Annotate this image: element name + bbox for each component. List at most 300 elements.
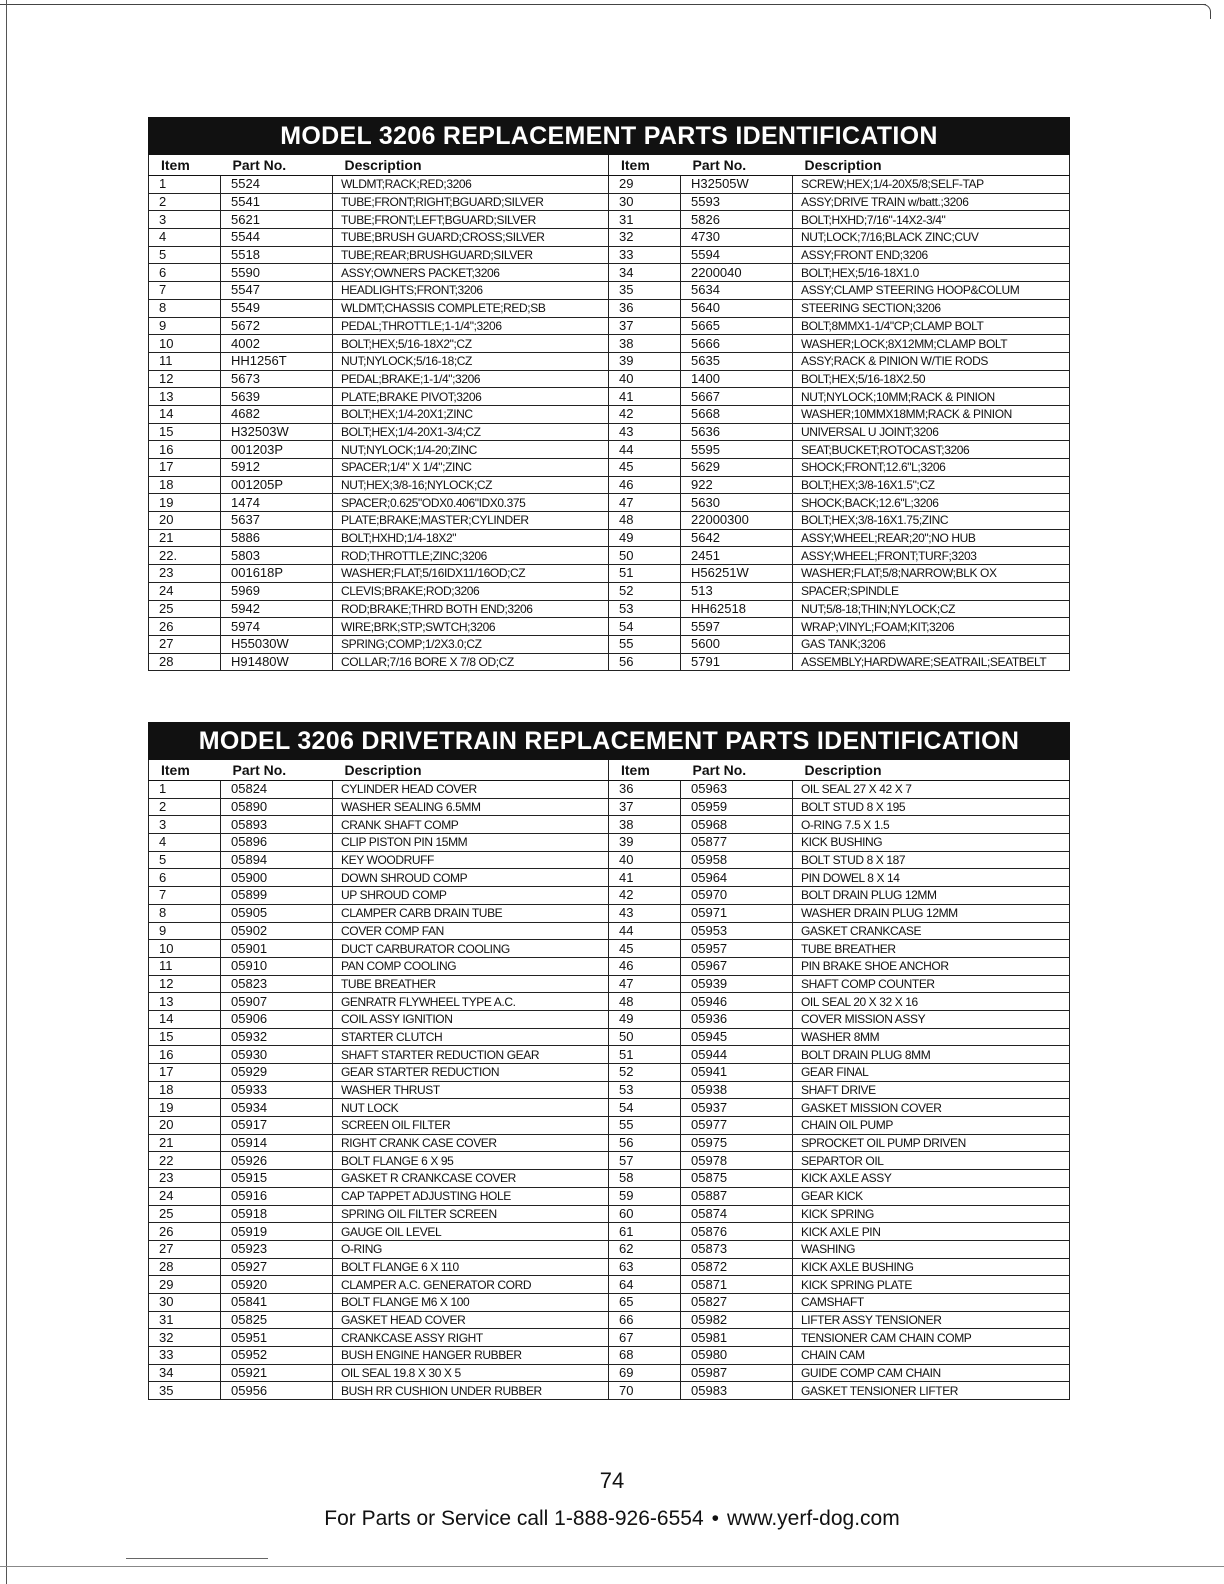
table-row (149, 904, 1070, 922)
item-number-cell: 27 (149, 635, 221, 653)
item-number-cell: 18 (149, 476, 221, 494)
description-cell: KICK AXLE BUSHING (793, 1258, 1070, 1276)
description-cell: O-RING (333, 1240, 609, 1258)
description-cell: SHOCK;BACK;12.6"L;3206 (793, 494, 1070, 512)
item-number-cell: 2 (149, 193, 221, 211)
part-number-cell: 05827 (681, 1293, 793, 1311)
item-number-cell: 48 (609, 512, 681, 530)
part-number-cell: 001618P (221, 565, 333, 583)
description-cell: BOLT DRAIN PLUG 8MM (793, 1046, 1070, 1064)
part-number-cell: 5524 (221, 176, 333, 194)
item-number-cell: 52 (609, 1064, 681, 1082)
description-cell: BOLT DRAIN PLUG 12MM (793, 887, 1070, 905)
part-number-cell: 05896 (221, 834, 333, 852)
part-number-cell: 05905 (221, 904, 333, 922)
item-number-cell: 40 (609, 851, 681, 869)
description-cell: NUT;NYLOCK;10MM;RACK & PINION (793, 388, 1070, 406)
table-row (149, 193, 1070, 211)
part-number-cell: 05968 (681, 816, 793, 834)
description-cell: CLIP PISTON PIN 15MM (333, 834, 609, 852)
item-number-cell: 42 (609, 405, 681, 423)
part-number-cell: 5642 (681, 529, 793, 547)
item-number-cell: 4 (149, 834, 221, 852)
description-cell: SPACER;0.625"ODX0.406"IDX0.375 (333, 494, 609, 512)
table-row (149, 441, 1070, 459)
description-cell: BOLT STUD 8 X 187 (793, 851, 1070, 869)
part-number-cell: 05918 (221, 1205, 333, 1223)
part-number-cell: 1474 (221, 494, 333, 512)
table-row (149, 940, 1070, 958)
part-number-cell: 05841 (221, 1293, 333, 1311)
column-header: Description (793, 155, 1070, 176)
part-number-cell: 05934 (221, 1099, 333, 1117)
part-number-cell: 05900 (221, 869, 333, 887)
part-number-cell: 5544 (221, 229, 333, 247)
table-row (149, 834, 1070, 852)
description-cell: KICK SPRING (793, 1205, 1070, 1223)
table-row (149, 922, 1070, 940)
description-cell: BOLT;HEX;5/16-18X2";CZ (333, 335, 609, 353)
description-cell: KEY WOODRUFF (333, 851, 609, 869)
table-row (149, 229, 1070, 247)
item-number-cell: 24 (149, 582, 221, 600)
item-number-cell: 50 (609, 547, 681, 565)
part-number-cell: 05951 (221, 1329, 333, 1347)
item-number-cell: 59 (609, 1187, 681, 1205)
description-cell: WLDMT;RACK;RED;3206 (333, 176, 609, 194)
part-number-cell: 4682 (221, 405, 333, 423)
description-cell: PLATE;BRAKE;MASTER;CYLINDER (333, 512, 609, 530)
part-number-cell: 05919 (221, 1223, 333, 1241)
description-cell: GASKET TENSIONER LIFTER (793, 1382, 1070, 1400)
description-cell: SPACER;1/4" X 1/4";ZINC (333, 459, 609, 477)
description-cell: CYLINDER HEAD COVER (333, 781, 609, 799)
part-number-cell: 5621 (221, 211, 333, 229)
part-number-cell: 05963 (681, 781, 793, 799)
part-number-cell: 05939 (681, 975, 793, 993)
part-number-cell: 5590 (221, 264, 333, 282)
description-cell: ASSY;FRONT END;3206 (793, 246, 1070, 264)
item-number-cell: 3 (149, 816, 221, 834)
item-number-cell: 56 (609, 653, 681, 671)
description-cell: KICK BUSHING (793, 834, 1070, 852)
column-header: Description (793, 760, 1070, 781)
description-cell: GASKET MISSION COVER (793, 1099, 1070, 1117)
description-cell: BOLT;HEX;3/8-16X1.5";CZ (793, 476, 1070, 494)
table-row (149, 1134, 1070, 1152)
table-row (149, 1010, 1070, 1028)
column-header: Item (149, 155, 221, 176)
description-cell: PLATE;BRAKE PIVOT;3206 (333, 388, 609, 406)
part-number-cell: 1400 (681, 370, 793, 388)
part-number-cell: 05926 (221, 1152, 333, 1170)
part-number-cell: 05872 (681, 1258, 793, 1276)
part-number-cell: 5595 (681, 441, 793, 459)
part-number-cell: 05894 (221, 851, 333, 869)
item-number-cell: 31 (149, 1311, 221, 1329)
part-number-cell: 05874 (681, 1205, 793, 1223)
part-number-cell: 05824 (221, 781, 333, 799)
part-number-cell: 05983 (681, 1382, 793, 1400)
item-number-cell: 65 (609, 1293, 681, 1311)
description-cell: TUBE;FRONT;LEFT;BGUARD;SILVER (333, 211, 609, 229)
description-cell: GENRATR FLYWHEEL TYPE A.C. (333, 993, 609, 1011)
description-cell: CAMSHAFT (793, 1293, 1070, 1311)
part-number-cell: 05980 (681, 1347, 793, 1365)
table-row (149, 851, 1070, 869)
description-cell: GAS TANK;3206 (793, 635, 1070, 653)
part-number-cell: 5637 (221, 512, 333, 530)
item-number-cell: 32 (149, 1329, 221, 1347)
item-number-cell: 25 (149, 600, 221, 618)
item-number-cell: 38 (609, 816, 681, 834)
description-cell: KICK AXLE PIN (793, 1223, 1070, 1241)
description-cell: WASHER;FLAT;5/16IDX11/16OD;CZ (333, 565, 609, 583)
description-cell: CLAMPER A.C. GENERATOR CORD (333, 1276, 609, 1294)
item-number-cell: 60 (609, 1205, 681, 1223)
item-number-cell: 54 (609, 1099, 681, 1117)
description-cell: SPACER;SPINDLE (793, 582, 1070, 600)
drivetrain-parts-section (148, 722, 1070, 1400)
replacement-parts-section (148, 117, 1070, 671)
item-number-cell: 3 (149, 211, 221, 229)
description-cell: ASSY;WHEEL;REAR;20";NO HUB (793, 529, 1070, 547)
part-number-cell: 5969 (221, 582, 333, 600)
table-row (149, 1152, 1070, 1170)
item-number-cell: 4 (149, 229, 221, 247)
item-number-cell: 58 (609, 1170, 681, 1188)
part-number-cell: 001205P (221, 476, 333, 494)
part-number-cell: 4002 (221, 335, 333, 353)
part-number-cell: 05978 (681, 1152, 793, 1170)
part-number-cell: 5640 (681, 299, 793, 317)
description-cell: PAN COMP COOLING (333, 957, 609, 975)
item-number-cell: 9 (149, 317, 221, 335)
item-number-cell: 44 (609, 441, 681, 459)
part-number-cell: 5791 (681, 653, 793, 671)
description-cell: GUIDE COMP CAM CHAIN (793, 1364, 1070, 1382)
description-cell: ASSY;DRIVE TRAIN w/batt.;3206 (793, 193, 1070, 211)
description-cell: SHAFT STARTER REDUCTION GEAR (333, 1046, 609, 1064)
table-row (149, 1187, 1070, 1205)
description-cell: PIN BRAKE SHOE ANCHOR (793, 957, 1070, 975)
item-number-cell: 42 (609, 887, 681, 905)
description-cell: OIL SEAL 20 X 32 X 16 (793, 993, 1070, 1011)
table-row (149, 299, 1070, 317)
item-number-cell: 47 (609, 975, 681, 993)
column-header: Description (333, 760, 609, 781)
item-number-cell: 24 (149, 1187, 221, 1205)
item-number-cell: 8 (149, 904, 221, 922)
description-cell: GASKET CRANKCASE (793, 922, 1070, 940)
part-number-cell: 05970 (681, 887, 793, 905)
part-number-cell: 05932 (221, 1028, 333, 1046)
description-cell: BOLT;HEX;1/4-20X1-3/4;CZ (333, 423, 609, 441)
part-number-cell: 05906 (221, 1010, 333, 1028)
part-number-cell: 5666 (681, 335, 793, 353)
page-number: 74 (599, 1468, 625, 1493)
part-number-cell: 05890 (221, 798, 333, 816)
description-cell: ASSY;OWNERS PACKET;3206 (333, 264, 609, 282)
part-number-cell: 05952 (221, 1347, 333, 1365)
part-number-cell: 5593 (681, 193, 793, 211)
item-number-cell: 67 (609, 1329, 681, 1347)
description-cell: SCREW;HEX;1/4-20X5/8;SELF-TAP (793, 176, 1070, 194)
part-number-cell: H91480W (221, 653, 333, 671)
description-cell: BOLT STUD 8 X 195 (793, 798, 1070, 816)
column-header: Part No. (681, 155, 793, 176)
description-cell: NUT;5/8-18;THIN;NYLOCK;CZ (793, 600, 1070, 618)
part-number-cell: 05953 (681, 922, 793, 940)
description-cell: STEERING SECTION;3206 (793, 299, 1070, 317)
part-number-cell: 5600 (681, 635, 793, 653)
part-number-cell: 5636 (681, 423, 793, 441)
item-number-cell: 19 (149, 1099, 221, 1117)
part-number-cell: 5673 (221, 370, 333, 388)
item-number-cell: 54 (609, 618, 681, 636)
footer-separator: • (711, 1507, 719, 1530)
table-row (149, 798, 1070, 816)
item-number-cell: 30 (149, 1293, 221, 1311)
part-number-cell: 05823 (221, 975, 333, 993)
item-number-cell: 12 (149, 975, 221, 993)
part-number-cell: 5597 (681, 618, 793, 636)
column-header: Item (609, 760, 681, 781)
table-row (149, 1028, 1070, 1046)
item-number-cell: 47 (609, 494, 681, 512)
part-number-cell: 05936 (681, 1010, 793, 1028)
description-cell: GASKET R CRANKCASE COVER (333, 1170, 609, 1188)
item-number-cell: 36 (609, 299, 681, 317)
description-cell: WASHING (793, 1240, 1070, 1258)
footer-contact-text: For Parts or Service call 1-888-926-6554 (324, 1507, 704, 1530)
item-number-cell: 21 (149, 1134, 221, 1152)
description-cell: SCREEN OIL FILTER (333, 1117, 609, 1135)
table-row (149, 1240, 1070, 1258)
table-row (149, 370, 1070, 388)
table-row (149, 1223, 1070, 1241)
item-number-cell: 56 (609, 1134, 681, 1152)
description-cell: KICK AXLE ASSY (793, 1170, 1070, 1188)
table-row (149, 317, 1070, 335)
table-row (149, 1081, 1070, 1099)
table-row (149, 476, 1070, 494)
table-row (149, 352, 1070, 370)
part-number-cell: 5541 (221, 193, 333, 211)
description-cell: BOLT;HEX;5/16-18X1.0 (793, 264, 1070, 282)
part-number-cell: 5635 (681, 352, 793, 370)
item-number-cell: 12 (149, 370, 221, 388)
item-number-cell: 51 (609, 565, 681, 583)
table-header-row (149, 760, 1070, 781)
table-row (149, 264, 1070, 282)
description-cell: DOWN SHROUD COMP (333, 869, 609, 887)
page-top-edge (0, 4, 1206, 5)
part-number-cell: 5886 (221, 529, 333, 547)
item-number-cell: 10 (149, 335, 221, 353)
item-number-cell: 43 (609, 423, 681, 441)
description-cell: COVER COMP FAN (333, 922, 609, 940)
table-body (149, 781, 1070, 1400)
part-number-cell: 05877 (681, 834, 793, 852)
item-number-cell: 35 (609, 282, 681, 300)
item-number-cell: 26 (149, 1223, 221, 1241)
table-row (149, 1347, 1070, 1365)
item-number-cell: 63 (609, 1258, 681, 1276)
table-row (149, 494, 1070, 512)
part-number-cell: 05933 (221, 1081, 333, 1099)
part-number-cell: 05967 (681, 957, 793, 975)
description-cell: NUT;HEX;3/8-16;NYLOCK;CZ (333, 476, 609, 494)
item-number-cell: 26 (149, 618, 221, 636)
part-number-cell: 05873 (681, 1240, 793, 1258)
part-number-cell: H55030W (221, 635, 333, 653)
description-cell: SPRING;COMP;1/2X3.0;CZ (333, 635, 609, 653)
part-number-cell: 5974 (221, 618, 333, 636)
description-cell: SHAFT COMP COUNTER (793, 975, 1070, 993)
description-cell: WASHER;FLAT;5/8;NARROW;BLK OX (793, 565, 1070, 583)
description-cell: WASHER DRAIN PLUG 12MM (793, 904, 1070, 922)
part-number-cell: 05920 (221, 1276, 333, 1294)
item-number-cell: 41 (609, 869, 681, 887)
part-number-cell: 2451 (681, 547, 793, 565)
description-cell: WASHER;LOCK;8X12MM;CLAMP BOLT (793, 335, 1070, 353)
description-cell: GASKET HEAD COVER (333, 1311, 609, 1329)
item-number-cell: 62 (609, 1240, 681, 1258)
item-number-cell: 1 (149, 781, 221, 799)
part-number-cell: 5634 (681, 282, 793, 300)
item-number-cell: 23 (149, 565, 221, 583)
replacement-parts-table (148, 155, 1070, 671)
column-header: Part No. (221, 155, 333, 176)
item-number-cell: 61 (609, 1223, 681, 1241)
part-number-cell: 05902 (221, 922, 333, 940)
table-row (149, 423, 1070, 441)
table-row (149, 565, 1070, 583)
part-number-cell: 05944 (681, 1046, 793, 1064)
table-row (149, 1329, 1070, 1347)
description-cell: WLDMT;CHASSIS COMPLETE;RED;SB (333, 299, 609, 317)
item-number-cell: 31 (609, 211, 681, 229)
page-corner-curl (1200, 4, 1211, 19)
description-cell: GEAR STARTER REDUCTION (333, 1064, 609, 1082)
table-row (149, 582, 1070, 600)
column-header: Item (609, 155, 681, 176)
part-number-cell: 5665 (681, 317, 793, 335)
item-number-cell: 2 (149, 798, 221, 816)
footer-website-link[interactable]: www.yerf-dog.com (726, 1507, 900, 1530)
item-number-cell: 39 (609, 834, 681, 852)
table-row (149, 176, 1070, 194)
item-number-cell: 44 (609, 922, 681, 940)
part-number-cell: 05917 (221, 1117, 333, 1135)
description-cell: ASSY;RACK & PINION W/TIE RODS (793, 352, 1070, 370)
table-row (149, 1099, 1070, 1117)
description-cell: DUCT CARBURATOR COOLING (333, 940, 609, 958)
table-row (149, 1276, 1070, 1294)
description-cell: TUBE BREATHER (793, 940, 1070, 958)
description-cell: CHAIN CAM (793, 1347, 1070, 1365)
part-number-cell: 05929 (221, 1064, 333, 1082)
description-cell: OIL SEAL 27 X 42 X 7 (793, 781, 1070, 799)
part-number-cell: 05956 (221, 1382, 333, 1400)
item-number-cell: 20 (149, 1117, 221, 1135)
page-left-edge (6, 0, 7, 1584)
table-row (149, 405, 1070, 423)
item-number-cell: 1 (149, 176, 221, 194)
part-number-cell: 05875 (681, 1170, 793, 1188)
item-number-cell: 29 (609, 176, 681, 194)
part-number-cell: 05977 (681, 1117, 793, 1135)
column-header: Part No. (221, 760, 333, 781)
table-row (149, 388, 1070, 406)
item-number-cell: 22. (149, 547, 221, 565)
part-number-cell: 05921 (221, 1364, 333, 1382)
item-number-cell: 64 (609, 1276, 681, 1294)
description-cell: TUBE BREATHER (333, 975, 609, 993)
item-number-cell: 49 (609, 529, 681, 547)
item-number-cell: 6 (149, 869, 221, 887)
table-row (149, 635, 1070, 653)
part-number-cell: 5630 (681, 494, 793, 512)
table-row (149, 975, 1070, 993)
table-row (149, 1311, 1070, 1329)
table-row (149, 1258, 1070, 1276)
description-cell: CHAIN OIL PUMP (793, 1117, 1070, 1135)
description-cell: SEPARTOR OIL (793, 1152, 1070, 1170)
description-cell: ROD;THROTTLE;ZINC;3206 (333, 547, 609, 565)
description-cell: OIL SEAL 19.8 X 30 X 5 (333, 1364, 609, 1382)
item-number-cell: 5 (149, 851, 221, 869)
item-number-cell: 19 (149, 494, 221, 512)
description-cell: CRANK SHAFT COMP (333, 816, 609, 834)
part-number-cell: 05937 (681, 1099, 793, 1117)
item-number-cell: 8 (149, 299, 221, 317)
description-cell: NUT;NYLOCK;1/4-20;ZINC (333, 441, 609, 459)
part-number-cell: 05982 (681, 1311, 793, 1329)
description-cell: TUBE;BRUSH GUARD;CROSS;SILVER (333, 229, 609, 247)
description-cell: BUSH RR CUSHION UNDER RUBBER (333, 1382, 609, 1400)
part-number-cell: 05930 (221, 1046, 333, 1064)
item-number-cell: 46 (609, 957, 681, 975)
description-cell: ASSEMBLY;HARDWARE;SEATRAIL;SEATBELT (793, 653, 1070, 671)
description-cell: CRANKCASE ASSY RIGHT (333, 1329, 609, 1347)
item-number-cell: 35 (149, 1382, 221, 1400)
item-number-cell: 70 (609, 1382, 681, 1400)
table-row (149, 529, 1070, 547)
description-cell: ASSY;CLAMP STEERING HOOP&COLUM (793, 282, 1070, 300)
part-number-cell: 5912 (221, 459, 333, 477)
item-number-cell: 34 (609, 264, 681, 282)
item-number-cell: 13 (149, 388, 221, 406)
item-number-cell: 43 (609, 904, 681, 922)
item-number-cell: 40 (609, 370, 681, 388)
item-number-cell: 29 (149, 1276, 221, 1294)
description-cell: O-RING 7.5 X 1.5 (793, 816, 1070, 834)
table-row (149, 282, 1070, 300)
part-number-cell: 922 (681, 476, 793, 494)
description-cell: CLEVIS;BRAKE;ROD;3206 (333, 582, 609, 600)
item-number-cell: 41 (609, 388, 681, 406)
part-number-cell: 5803 (221, 547, 333, 565)
item-number-cell: 13 (149, 993, 221, 1011)
part-number-cell: 05871 (681, 1276, 793, 1294)
part-number-cell: H32505W (681, 176, 793, 194)
part-number-cell: 22000300 (681, 512, 793, 530)
description-cell: PEDAL;BRAKE;1-1/4";3206 (333, 370, 609, 388)
part-number-cell: 05987 (681, 1364, 793, 1382)
description-cell: NUT LOCK (333, 1099, 609, 1117)
